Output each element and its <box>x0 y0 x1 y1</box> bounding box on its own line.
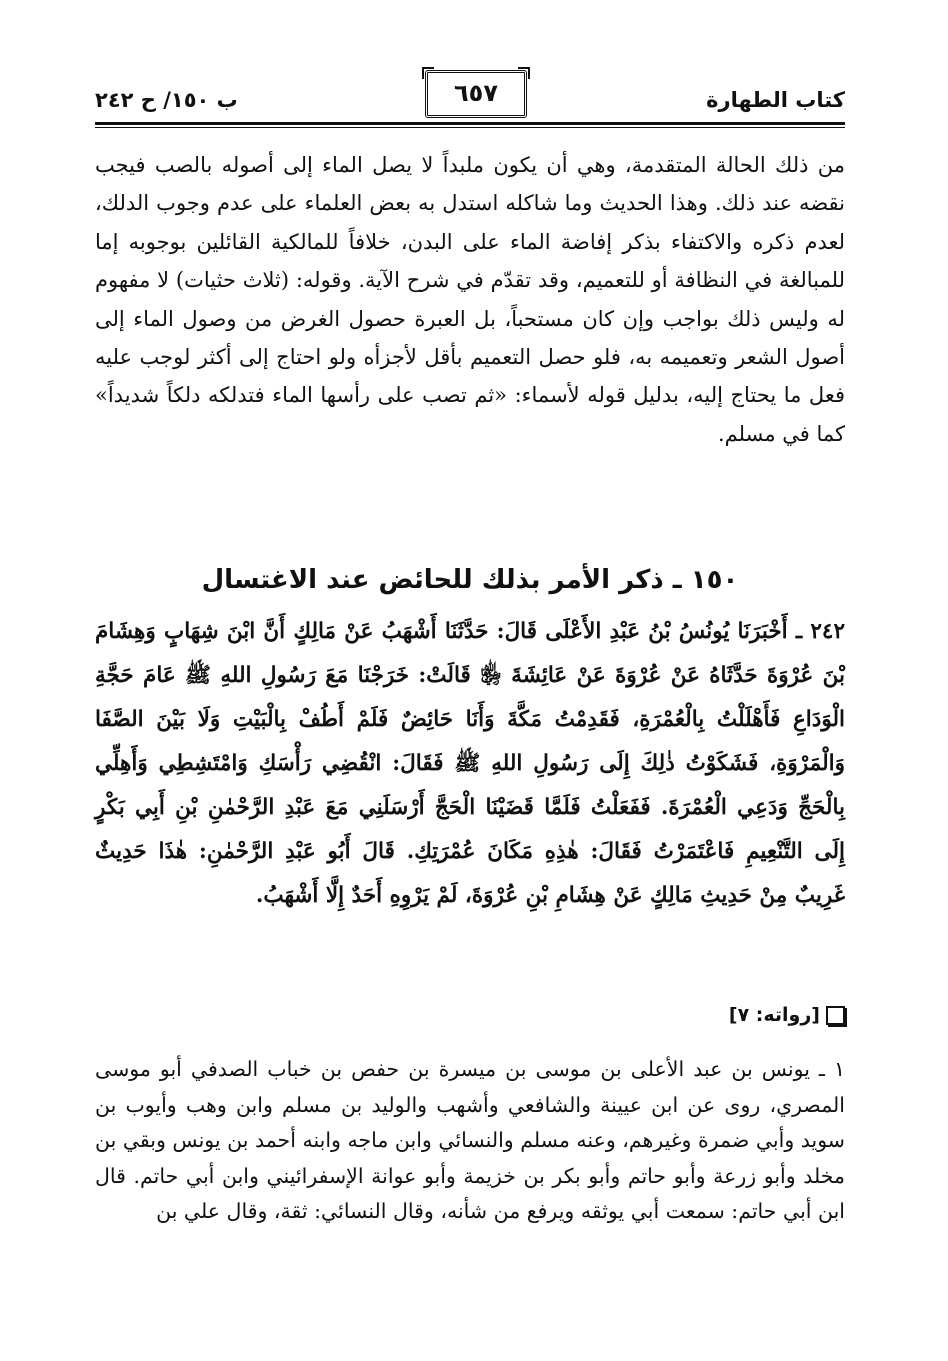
commentary-paragraph: من ذلك الحالة المتقدمة، وهي أن يكون ملبداً لا يصل الماء إلى أصوله بالصب فيجب نقضه عند ذلك. وهذا الحديث وما شاكله استدل به بعض العلماء على عدم وجوب الدلك، لعدم ذكره والاكتفاء بذكر إفاضة الماء على البدن، خلافاً للمالكية القائلين بوجوبه إما للمبالغة في النظافة أو للتعميم، وقد تقدّم في شرح الآية. وقوله: (ثلاث حثيات) لا مفهوم له وليس ذلك بواجب وإن كان مستحباً، بل العبرة حصول الغرض من وصول الماء إلى أصول الشعر وتعميمه به، فلو حصل التعميم بأقل لأجزأه ولو احتاج إلى أكثر لوجب عليه فعل ما يحتاج إليه، بدليل قوله لأسماء: «ثم تصب على رأسها الماء فتدلكه دلكاً شديداً» كما في مسلم. <box>95 153 845 446</box>
running-title: كتاب الطهارة <box>706 88 845 112</box>
header-divider <box>95 122 845 128</box>
square-bullet-icon <box>826 1006 845 1025</box>
page-number: ٦٥٧ <box>425 70 527 118</box>
chapter-hadith-reference: ب ١٥٠/ ح ٢٤٢ <box>95 88 238 112</box>
narrators-paragraph: ١ ـ يونس بن عبد الأعلى بن موسى بن ميسرة بن حفص بن خباب الصدفي أبو موسى المصري، روى عن ابن عيينة والشافعي وأشهب والوليد بن مسلم وابن وهب وأيوب بن سويد وأبي ضمرة وغيرهم، وعنه مسلم والنسائي وابن ماجه وابنه أحمد بن يونس وبقي بن مخلد وأبو زرعة وأبو حاتم وأبو بكر بن خزيمة وأبو عوانة الإسفرائيني وابن أبي حاتم. قال ابن أبي حاتم: سمعت أبي يوثقه ويرفع من شأنه، وقال النسائي: ثقة، وقال علي بن <box>95 1057 845 1223</box>
narrators-heading-label: [رواته: ٧] <box>728 1004 820 1026</box>
section-heading: ١٥٠ ـ ذكر الأمر بذلك للحائض عند الاغتسال <box>201 565 739 595</box>
narrators-heading <box>729 1004 845 1026</box>
hadith-text: ٢٤٢ ـ أَخْبَرَنَا يُونُسُ بْنُ عَبْدِ الأَعْلَى قَالَ: حَدَّثَنَا أَشْهَبُ عَنْ مَالِكٍ أَنَّ ابْنَ شِهَابٍ وَهِشَامَ بْنَ عُرْوَةَ حَدَّثَاهُ عَنْ عُرْوَةَ عَنْ عَائِشَةَ ﵂ قَالَتْ: خَرَجْنَا مَعَ رَسُولِ اللهِ ﷺ عَامَ حَجَّةِ الْوَدَاعِ فَأَهْلَلْتُ بِالْعُمْرَةِ، فَقَدِمْتُ مَكَّةَ وَأَنَا حَائِضٌ فَلَمْ أَطُفْ بِالْبَيْتِ وَلَا بَيْنَ الصَّفَا وَالْمَرْوَةِ، فَشَكَوْتُ ذٰلِكَ إِلَى رَسُولِ اللهِ ﷺ فَقَالَ: انْقُضِي رَأْسَكِ وَامْتَشِطِي وَأَهِلِّي بِالْحَجِّ وَدَعِي الْعُمْرَةَ. فَفَعَلْتُ فَلَمَّا قَضَيْنَا الْحَجَّ أَرْسَلَنِي مَعَ عَبْدِ الرَّحْمٰنِ بْنِ أَبِي بَكْرٍ إِلَى التَّنْعِيمِ فَاعْتَمَرْتُ فَقَالَ: هٰذِهِ مَكَانَ عُمْرَتِكِ. قَالَ أَبُو عَبْدِ الرَّحْمٰنِ: هٰذَا حَدِيثٌ غَرِيبٌ مِنْ حَدِيثِ مَالِكٍ عَنْ هِشَامِ بْنِ عُرْوَةَ، لَمْ يَرْوِهِ أَحَدٌ إِلَّا أَشْهَبُ. <box>95 619 846 908</box>
page-header <box>95 70 845 126</box>
